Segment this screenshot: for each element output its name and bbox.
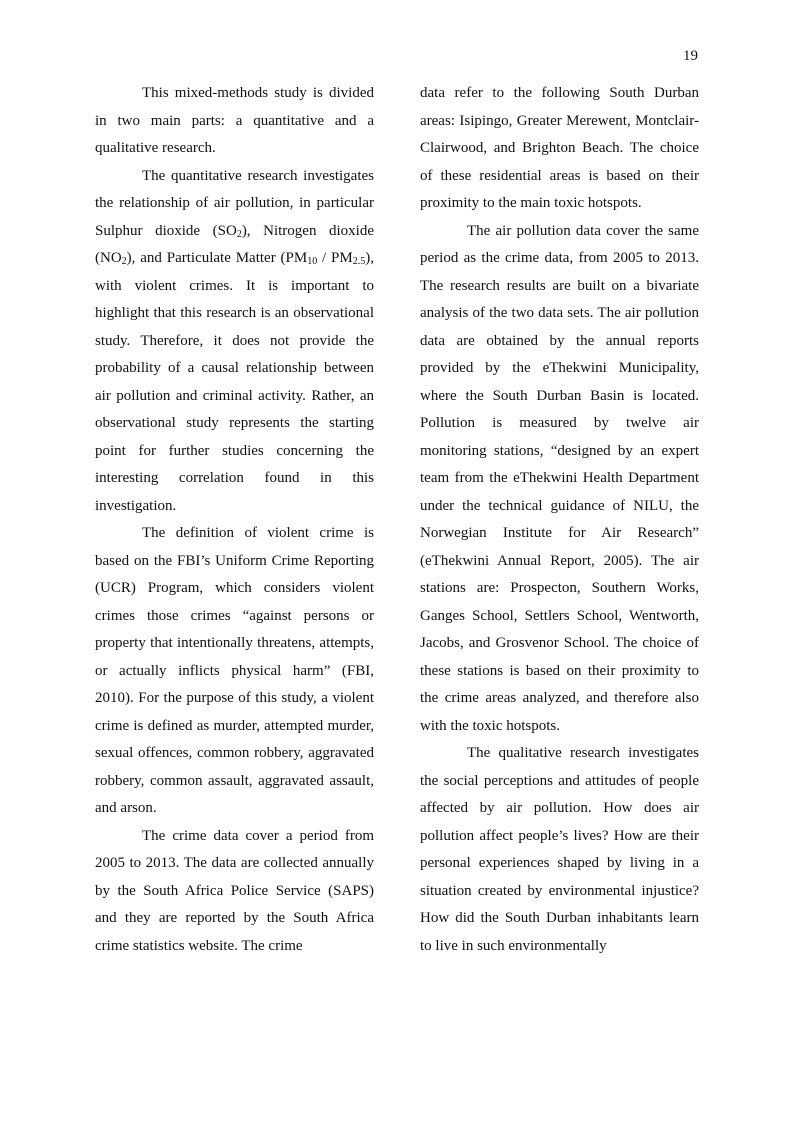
pm25-subscript: 2.5 [352,256,366,267]
violent-crime-definition-paragraph: The definition of violent crime is based on the FBI’s Uniform Crime Reporting (UCR) Program, which considers violent crimes those crimes “against persons or property that intentionally threatens, attempts, or actually inflicts physical harm” (FBI, 2010). For the purpose of this study, a violent crime is defined as murder, attempted murder, sexual offences, common robbery, aggravated robbery, common assault, aggravated assault, and arson. [95,525,374,816]
quantitative-text-a: The quantitative research investigates the relationship of air pollution, in particular Sulphur dioxide (SO [95,167,374,239]
air-pollution-data-paragraph: The air pollution data cover the same period as the crime data, from 2005 to 2013. The research results are built on a bivariate analysis of the two data sets. The air pollution data are obtained by the annual reports provided by the eThekwini Municipality, where the South Durban Basin is located. Pollution is measured by twelve air monitoring stations, “designed by an expert team from the eThekwini Health Department under the technical guidance of NILU, the Norwegian Institute for Air Research” (eThekwini Annual Report, 2005). The air stations are: Prospecton, Southern Works, Ganges School, Settlers School, Wentworth, Jacobs, and Grosvenor School. The choice of these stations is based on their proximity to the crime areas analyzed, and therefore also with the toxic hotspots. [420,222,699,734]
right-column [420,80,699,960]
crime-data-paragraph: The crime data cover a period from 2005 to 2013. The data are collected annually by the South Africa Police Service (SAPS) and they are reported by the South Africa crime statistics website. The crime [95,827,374,954]
intro-paragraph: This mixed-methods study is divided in two main parts: a quantitative and a qualitative research. [95,85,374,156]
quantitative-text-e: ), with violent crimes. It is important to highlight that this research is an observational study. Therefore, it does not provide the probability of a causal relationship between air pollution and criminal activity. Rather, an observational study represents the starting point for further studies concerning the interesting correlation found in this investigation. [95,250,374,514]
quantitative-text-c: ), and Particulate Matter (PM [126,250,308,266]
so2-subscript: 2 [236,228,242,240]
no2-subscript: 2 [121,256,127,267]
qualitative-paragraph: The qualitative research investigates the social perceptions and attitudes of people affected by air pollution. How does air pollution affect people’s lives? How are their personal experiences shaped by living in a situation created by environmental injustice? How did the South Durban inhabitants learn to live in such environmentally [420,745,699,954]
quantitative-paragraph [95,163,374,521]
page-number: 19 [683,48,698,64]
crime-data-continued-paragraph: data refer to the following South Durban areas: Isipingo, Greater Merewent, Montclair-Clairwood, and Brighton Beach. The choice of these residential areas is based on their proximity to the main toxic hotspots. [420,85,699,211]
quantitative-text-b: ), Nitrogen dioxide (NO [95,222,375,266]
quantitative-text-d: / PM [317,250,353,266]
left-column [95,80,374,960]
pm10-subscript: 10 [307,256,318,267]
